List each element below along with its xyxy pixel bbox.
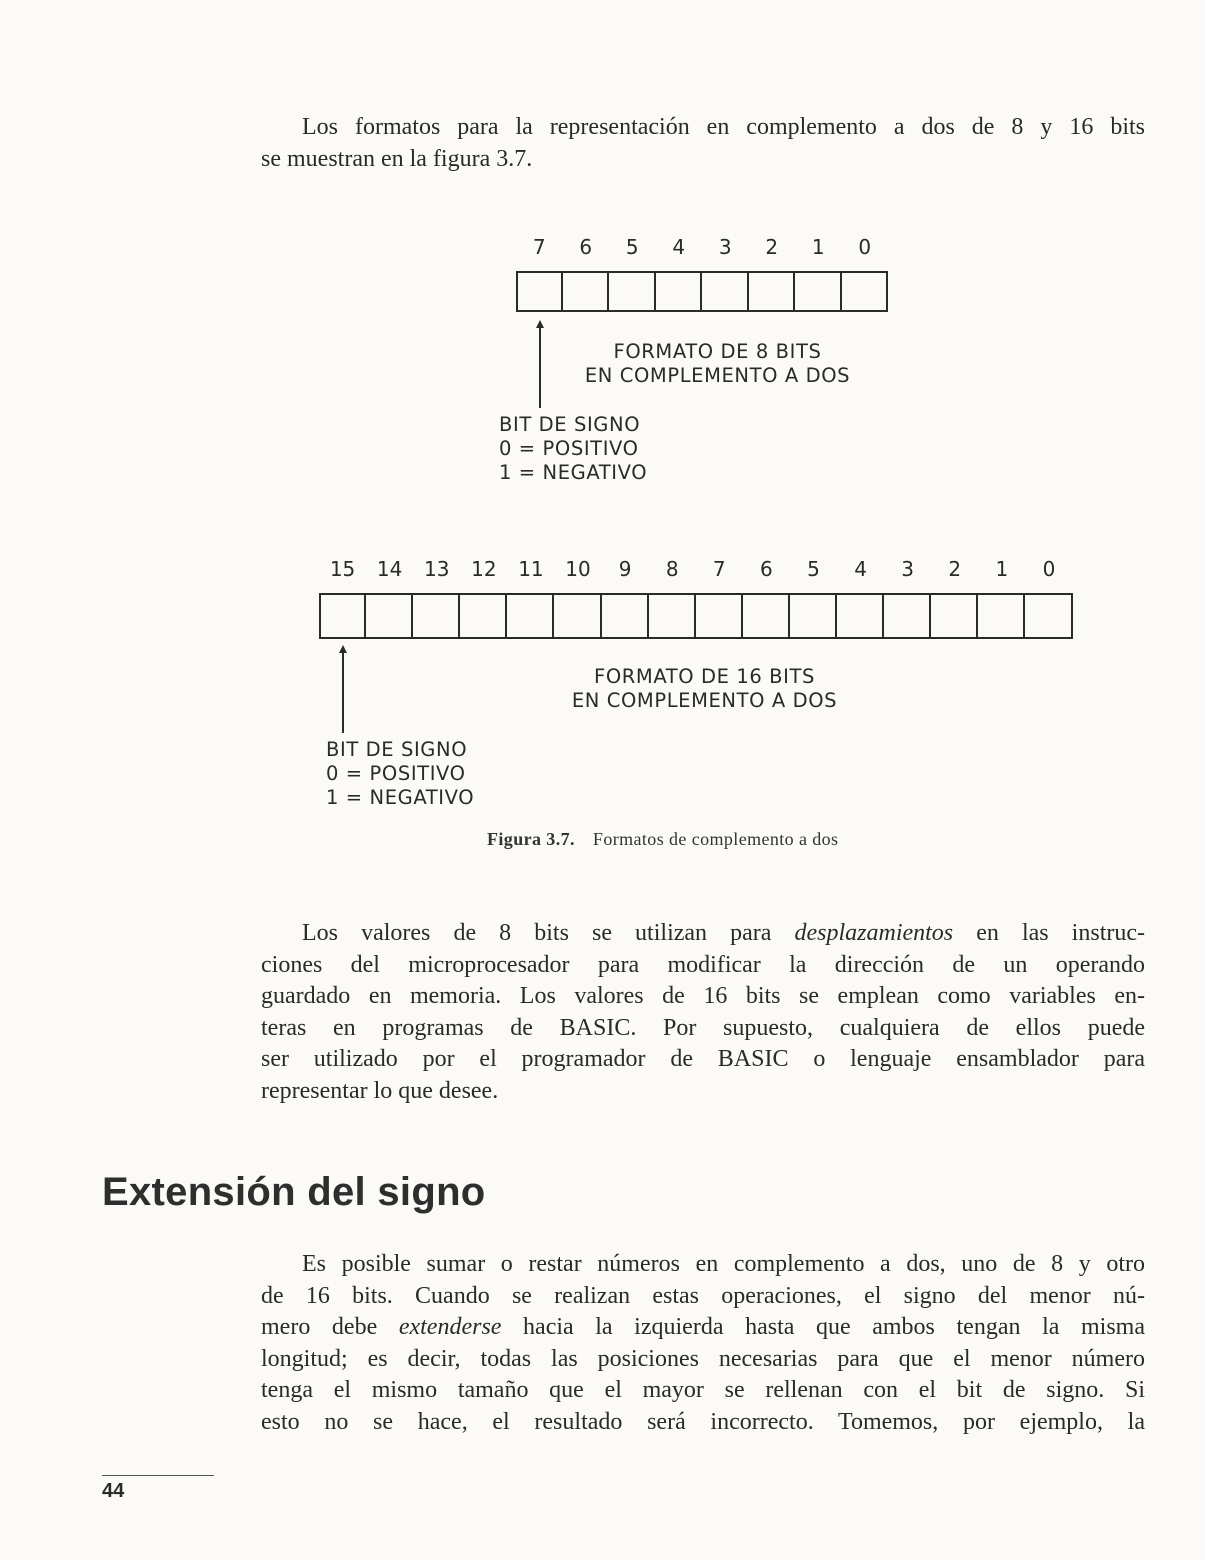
bit-cell [366,593,413,639]
text-line: esto no se hace, el resultado será incorrecto. Tomemos, por ejemplo, la [261,1408,1145,1435]
text-line: se muestran en la figura 3.7. [261,145,533,172]
figure-number: Figura 3.7. [487,829,575,849]
intro-paragraph [261,112,1145,175]
bit-number: 6 [760,557,773,581]
bit-number: 12 [471,557,497,581]
text-line: representar lo que desee. [261,1077,499,1104]
sixteen-bit-numbers [319,557,1073,581]
bit-cell [884,593,931,639]
sign-bit-arrow-icon [342,651,344,733]
sign-extension-paragraph [261,1249,1145,1438]
bit-cell [978,593,1025,639]
text-line: tenga el mismo tamaño que el mayor se rellenan con el bit de signo. Si [261,1377,1145,1403]
bit-cell [649,593,696,639]
bit-number: 5 [625,235,639,259]
bit-number: 0 [858,235,872,259]
bit-cell [790,593,837,639]
bit-cell [563,271,610,312]
footer-rule [102,1475,214,1476]
bit-cell [842,271,889,312]
bit-cell [609,271,656,312]
bit-number: 2 [948,557,962,581]
sixteen-bit-register [319,593,1073,639]
bit-number: 4 [854,557,867,581]
text-line: ciones del microprocesador para modificar la dirección de un operando [261,951,1145,978]
bit-number: 4 [672,235,686,259]
bit-number: 2 [765,235,779,259]
bit-number: 5 [807,557,820,581]
text-line: ser utilizado por el programador de BASIC o lenguaje ensamblador para [261,1046,1145,1072]
text-line: guardado en memoria. Los valores de 16 bits se emplean como variables en- [261,983,1145,1009]
bit-number: 13 [424,557,450,581]
bit-number: 11 [518,557,544,581]
bit-cell [516,271,563,312]
bit-cell [696,593,743,639]
bit-number: 8 [665,557,679,581]
text-line: Los formatos para la representación en complemento a dos de 8 y 16 bits [302,114,1145,140]
bit-cell [656,271,703,312]
bit-cell [554,593,601,639]
text-line: de 16 bits. Cuando se realizan estas operaciones, el signo del menor nú- [261,1282,1145,1309]
figure-caption-text: Formatos de complemento a dos [592,829,839,849]
bit-number: 7 [712,557,726,581]
bit-number: 3 [718,235,732,259]
bit-cell [1025,593,1072,639]
eight-bit-register [516,271,888,312]
section-heading: Extensión del signo [102,1170,486,1214]
bit-cell [837,593,884,639]
bit-number: 10 [565,557,591,581]
bit-number: 0 [1042,557,1056,581]
figure-caption [487,829,838,850]
bit-number: 6 [579,235,593,259]
eight-bit-format-label: FORMATO DE 8 BITS EN COMPLEMENTO A DOS [584,340,851,387]
eight-bit-numbers [516,235,888,259]
bit-cell [460,593,507,639]
bit-cell [413,593,460,639]
bit-cell [931,593,978,639]
bit-cell [749,271,796,312]
bit-cell [702,271,749,312]
page-number: 44 [102,1480,125,1502]
bit-number: 14 [376,557,403,581]
bit-number: 3 [901,557,915,581]
text-line: longitud; es decir, todas las posiciones necesarias para que el menor número [261,1345,1145,1372]
bit-cell [602,593,649,639]
bit-number: 15 [329,557,356,581]
text-line: mero debe extenderse hacia la izquierda hasta que ambos tengan la misma [261,1314,1145,1340]
bit-cell [507,593,554,639]
bit-number: 7 [532,235,546,259]
bit-number: 9 [618,557,632,581]
sign-bit-arrow-icon [539,326,541,408]
bit-number: 1 [995,557,1009,581]
eight-bit-sign-label: BIT DE SIGNO 0 = POSITIVO 1 = NEGATIVO [499,413,648,484]
bit-cell [319,593,366,639]
sixteen-bit-sign-label: BIT DE SIGNO 0 = POSITIVO 1 = NEGATIVO [326,738,475,809]
text-line: Es posible sumar o restar números en complemento a dos, uno de 8 y otro [302,1251,1145,1277]
bit-cell [795,271,842,312]
bit-cell [743,593,790,639]
values-paragraph [261,918,1145,1107]
sixteen-bit-format-label: FORMATO DE 16 BITS EN COMPLEMENTO A DOS [571,665,838,712]
bit-number: 1 [811,235,825,259]
text-line: teras en programas de BASIC. Por supuesto, cualquiera de ellos puede [261,1014,1145,1041]
text-line: Los valores de 8 bits se utilizan para desplazamientos en las instruc- [302,920,1145,946]
